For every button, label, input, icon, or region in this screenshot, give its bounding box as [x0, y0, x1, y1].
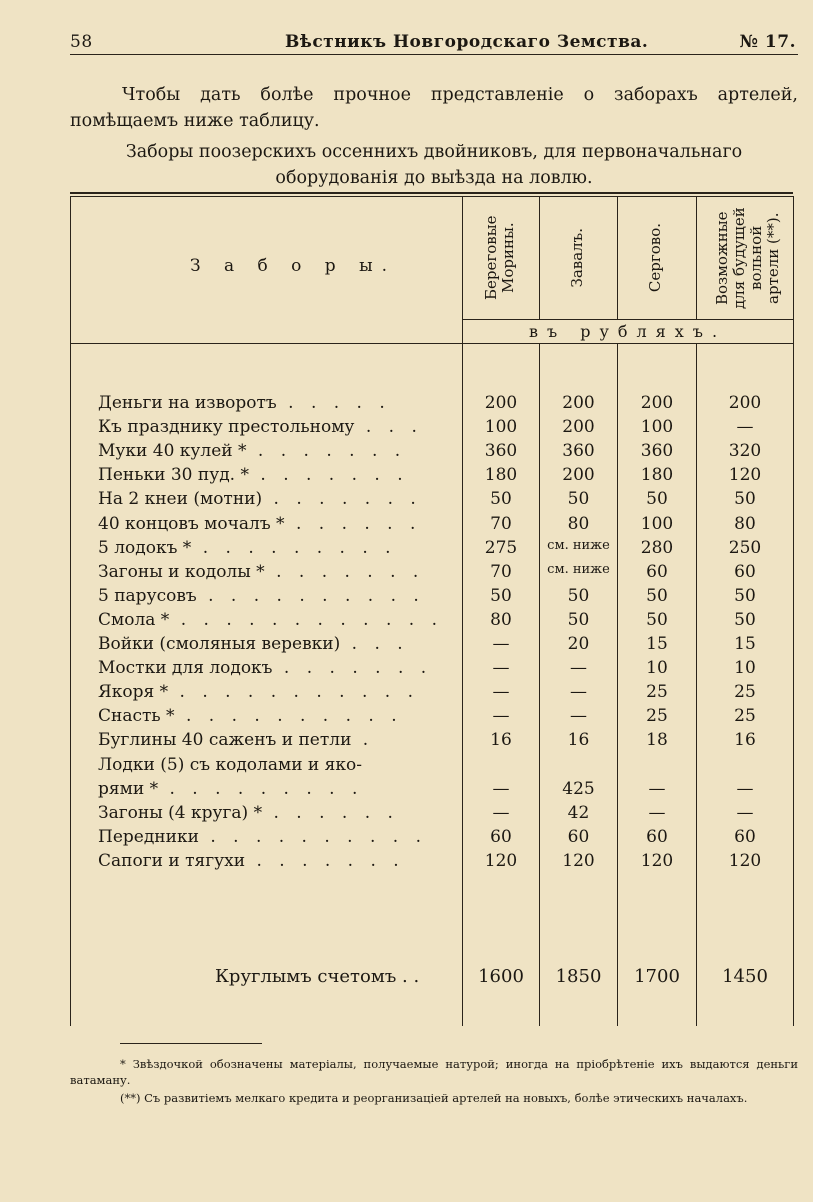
leader-dots: . . . . . . . . . . . [168, 682, 419, 702]
cell-value: 60 [567, 827, 590, 847]
cell-value: 60 [734, 562, 756, 582]
cell-value: 15 [646, 634, 668, 654]
row-label [98, 610, 458, 630]
cell-value: 360 [484, 441, 518, 461]
row-label [98, 417, 458, 437]
leader-dots: . . . . . . . . . . [196, 586, 425, 606]
row-label-text: Загоны и кодолы * [98, 562, 265, 582]
total-value: 1600 [478, 966, 524, 987]
journal-title: Вѣстникъ Новгородскаго Земства. [285, 32, 649, 52]
leader-dots: . . . . . . . . . [158, 779, 364, 799]
cell-value: 120 [562, 851, 595, 871]
table-row [0, 562, 813, 586]
cell-value: — [736, 417, 754, 437]
table-row [0, 779, 813, 803]
cell-value: 16 [734, 730, 756, 750]
cell-value: 200 [562, 417, 595, 437]
cell-value: — [570, 658, 587, 678]
cell-value: 60 [490, 827, 512, 847]
row-label-text: 5 лодокъ * [98, 538, 192, 558]
footnote-rule [120, 1043, 262, 1044]
row-label [98, 465, 458, 485]
row-label-text: Войки (смоляныя веревки) [98, 634, 341, 654]
cell-value: 100 [640, 417, 674, 437]
cell-value: 120 [728, 851, 762, 871]
units-rule [462, 319, 793, 320]
row-label-text: Загоны (4 круга) * [98, 803, 263, 823]
row-label-text: Якоря * [98, 682, 169, 702]
cell-value: 80 [734, 514, 756, 534]
table-row [0, 538, 813, 562]
cell-value: 25 [646, 706, 668, 726]
table-row [0, 514, 813, 538]
row-label-text: 40 концовъ мочалъ * [98, 514, 285, 534]
cell-value: 10 [734, 658, 756, 678]
cell-value: 180 [640, 465, 674, 485]
cell-value: 50 [567, 489, 590, 509]
cell-value: — [492, 803, 510, 823]
cell-value: 50 [646, 610, 668, 630]
row-label [98, 393, 458, 413]
row-label-text: Муки 40 кулей * [98, 441, 247, 461]
row-label-text: На 2 кнеи (мотни) [98, 489, 263, 509]
cell-value: 100 [640, 514, 674, 534]
cell-value: 180 [484, 465, 518, 485]
table-row [0, 465, 813, 489]
table-row [0, 851, 813, 875]
cell-value: 70 [490, 562, 512, 582]
leader-dots: . . . . . . . [262, 489, 422, 509]
total-value: 1700 [634, 966, 680, 987]
cell-value: 200 [640, 393, 674, 413]
table-row [0, 682, 813, 706]
cell-value: 80 [490, 610, 512, 630]
table-top-rule-inner [70, 196, 793, 197]
row-label [98, 658, 458, 678]
table-row [0, 755, 813, 779]
leader-dots: . . . . . . . . . . [174, 706, 403, 726]
row-label-text: Буглины 40 саженъ и петли [98, 730, 352, 750]
table-row [0, 658, 813, 682]
cell-value: — [648, 779, 666, 799]
cell-value: 60 [646, 562, 668, 582]
table-row-header-label: З а б о р ы. [190, 256, 397, 276]
column-header-sergovo: Сергово. [645, 223, 664, 293]
row-label-text: Деньги на изворотъ [98, 393, 277, 413]
cell-value: — [492, 658, 510, 678]
cell-value: — [570, 682, 587, 702]
row-label-text: 5 парусовъ [98, 586, 197, 606]
column-header-beregovye: Береговые Морины. [482, 215, 517, 301]
cell-value: 50 [490, 586, 512, 606]
cell-value: 50 [490, 489, 512, 509]
cell-value: 120 [640, 851, 674, 871]
table-row [0, 489, 813, 513]
table-caption: Заборы поозерскихъ оссеннихъ двойниковъ, для первоначальнаго оборудованія до выѣзда на ловлю. [125, 142, 743, 188]
cell-value: 275 [484, 538, 518, 558]
row-label-text: Сапоги и тягухи [98, 851, 246, 871]
cell-value: 200 [562, 393, 595, 413]
row-label [98, 779, 458, 799]
footnote: * Звѣздочкой обозначены матеріалы, получаемые натурой; иногда на пріобрѣтеніе ихъ выдаются деньги ватаману. [70, 1057, 798, 1087]
column-divider [696, 196, 697, 319]
row-label-text: Передники [98, 827, 199, 847]
table-top-rule [70, 192, 793, 194]
table-row [0, 393, 813, 417]
cell-value: 15 [734, 634, 756, 654]
leader-dots: . . . [354, 417, 423, 437]
units-label: въ рубляхъ. [528, 322, 727, 341]
row-label-text: Снасть * [98, 706, 175, 726]
table-row [0, 634, 813, 658]
cell-value: 60 [646, 827, 668, 847]
row-label-text: Смола * [98, 610, 170, 630]
total-label: Круглымъ счетомъ . . [215, 966, 420, 987]
row-label [98, 634, 458, 654]
column-header-future-artel: Возможные для будущей вольной артели (**). [713, 207, 782, 309]
row-label-text: Мостки для лодокъ [98, 658, 273, 678]
row-label-text: Пеньки 30 пуд. * [98, 465, 249, 485]
table-row [0, 441, 813, 465]
header-rule [70, 54, 798, 55]
cell-value: 360 [640, 441, 674, 461]
leader-dots: . . . [340, 634, 409, 654]
cell-value: 25 [734, 706, 756, 726]
cell-value: 50 [567, 610, 590, 630]
cell-value: 120 [484, 851, 518, 871]
cell-value: — [492, 682, 510, 702]
total-row [0, 966, 813, 992]
column-header-zaval: Завалъ. [567, 228, 586, 288]
row-label [98, 803, 458, 823]
cell-value: см. ниже [547, 562, 610, 577]
row-label-text: Къ празднику престольному [98, 417, 355, 437]
row-label-text: Лодки (5) съ кодолами и яко- [98, 755, 362, 775]
cell-value: 360 [562, 441, 595, 461]
leader-dots: . . . . . . . [245, 851, 405, 871]
column-divider [617, 196, 618, 319]
cell-value: 42 [567, 803, 590, 823]
footnote: (**) Съ развитіемъ мелкаго кредита и реорганизаціей артелей на новыхъ, болѣе этическихъ началахъ. [120, 1091, 748, 1105]
cell-value: 50 [646, 489, 668, 509]
cell-value: 250 [728, 538, 762, 558]
cell-value: 50 [734, 489, 756, 509]
cell-value: — [492, 706, 510, 726]
cell-value: — [648, 803, 666, 823]
cell-value: — [570, 706, 587, 726]
cell-value: 50 [734, 586, 756, 606]
cell-value: 50 [646, 586, 668, 606]
cell-value: 200 [484, 393, 518, 413]
row-label [98, 538, 458, 558]
row-label [98, 706, 458, 726]
table-row [0, 610, 813, 634]
row-label [98, 682, 458, 702]
table-row [0, 417, 813, 441]
cell-value: 50 [734, 610, 756, 630]
leader-dots: . . . . . . . . . [191, 538, 397, 558]
cell-value: — [492, 779, 510, 799]
leader-dots: . . . . . [276, 393, 391, 413]
row-label [98, 586, 458, 606]
cell-value: 70 [490, 514, 512, 534]
total-value: 1450 [722, 966, 768, 987]
leader-dots: . . . . . . . [248, 465, 409, 485]
cell-value: 25 [646, 682, 668, 702]
cell-value: 25 [734, 682, 756, 702]
table-row [0, 706, 813, 730]
leader-dots: . . . . . . . [264, 562, 425, 582]
row-label [98, 755, 458, 775]
leader-dots: . . . . . . . . . . [198, 827, 427, 847]
cell-value: 200 [562, 465, 595, 485]
leader-dots: . . . . . . . [246, 441, 407, 461]
cell-value: 16 [567, 730, 590, 750]
total-value: 1850 [555, 966, 602, 987]
row-label [98, 730, 458, 750]
header-bottom-rule [70, 343, 793, 344]
leader-dots: . . . . . . [262, 803, 399, 823]
row-label [98, 562, 458, 582]
table-row [0, 827, 813, 851]
row-label [98, 514, 458, 534]
cell-value: 16 [490, 730, 512, 750]
leader-dots: . . . . . . . . . . . . [169, 610, 444, 630]
cell-value: 280 [640, 538, 674, 558]
leader-dots: . . . . . . [284, 514, 422, 534]
intro-paragraph: Чтобы дать болѣе прочное представленіе о заборахъ артелей, помѣщаемъ ниже таблицу. [70, 85, 798, 131]
running-header [70, 32, 800, 54]
cell-value: см. ниже [547, 538, 610, 553]
table-row [0, 803, 813, 827]
cell-value: 60 [734, 827, 756, 847]
leader-dots: . . . . . . . [272, 658, 433, 678]
table-row [0, 730, 813, 754]
column-divider [539, 196, 540, 319]
row-label [98, 489, 458, 509]
cell-value: 200 [728, 393, 762, 413]
cell-value: 320 [728, 441, 762, 461]
cell-value: 100 [484, 417, 518, 437]
cell-value: 120 [728, 465, 762, 485]
cell-value: 10 [646, 658, 668, 678]
table-row [0, 586, 813, 610]
row-label-text: рями * [98, 779, 159, 799]
cell-value: 425 [562, 779, 595, 799]
cell-value: 50 [567, 586, 590, 606]
leader-dots: . [351, 730, 375, 750]
issue-number: № 17. [739, 32, 796, 52]
cell-value: 80 [567, 514, 590, 534]
cell-value: 20 [567, 634, 590, 654]
cell-value: 18 [646, 730, 668, 750]
row-label [98, 851, 458, 871]
cell-value: — [736, 803, 754, 823]
cell-value: — [736, 779, 754, 799]
row-label [98, 441, 458, 461]
cell-value: — [492, 634, 510, 654]
page-number: 58 [70, 32, 93, 52]
row-label [98, 827, 458, 847]
